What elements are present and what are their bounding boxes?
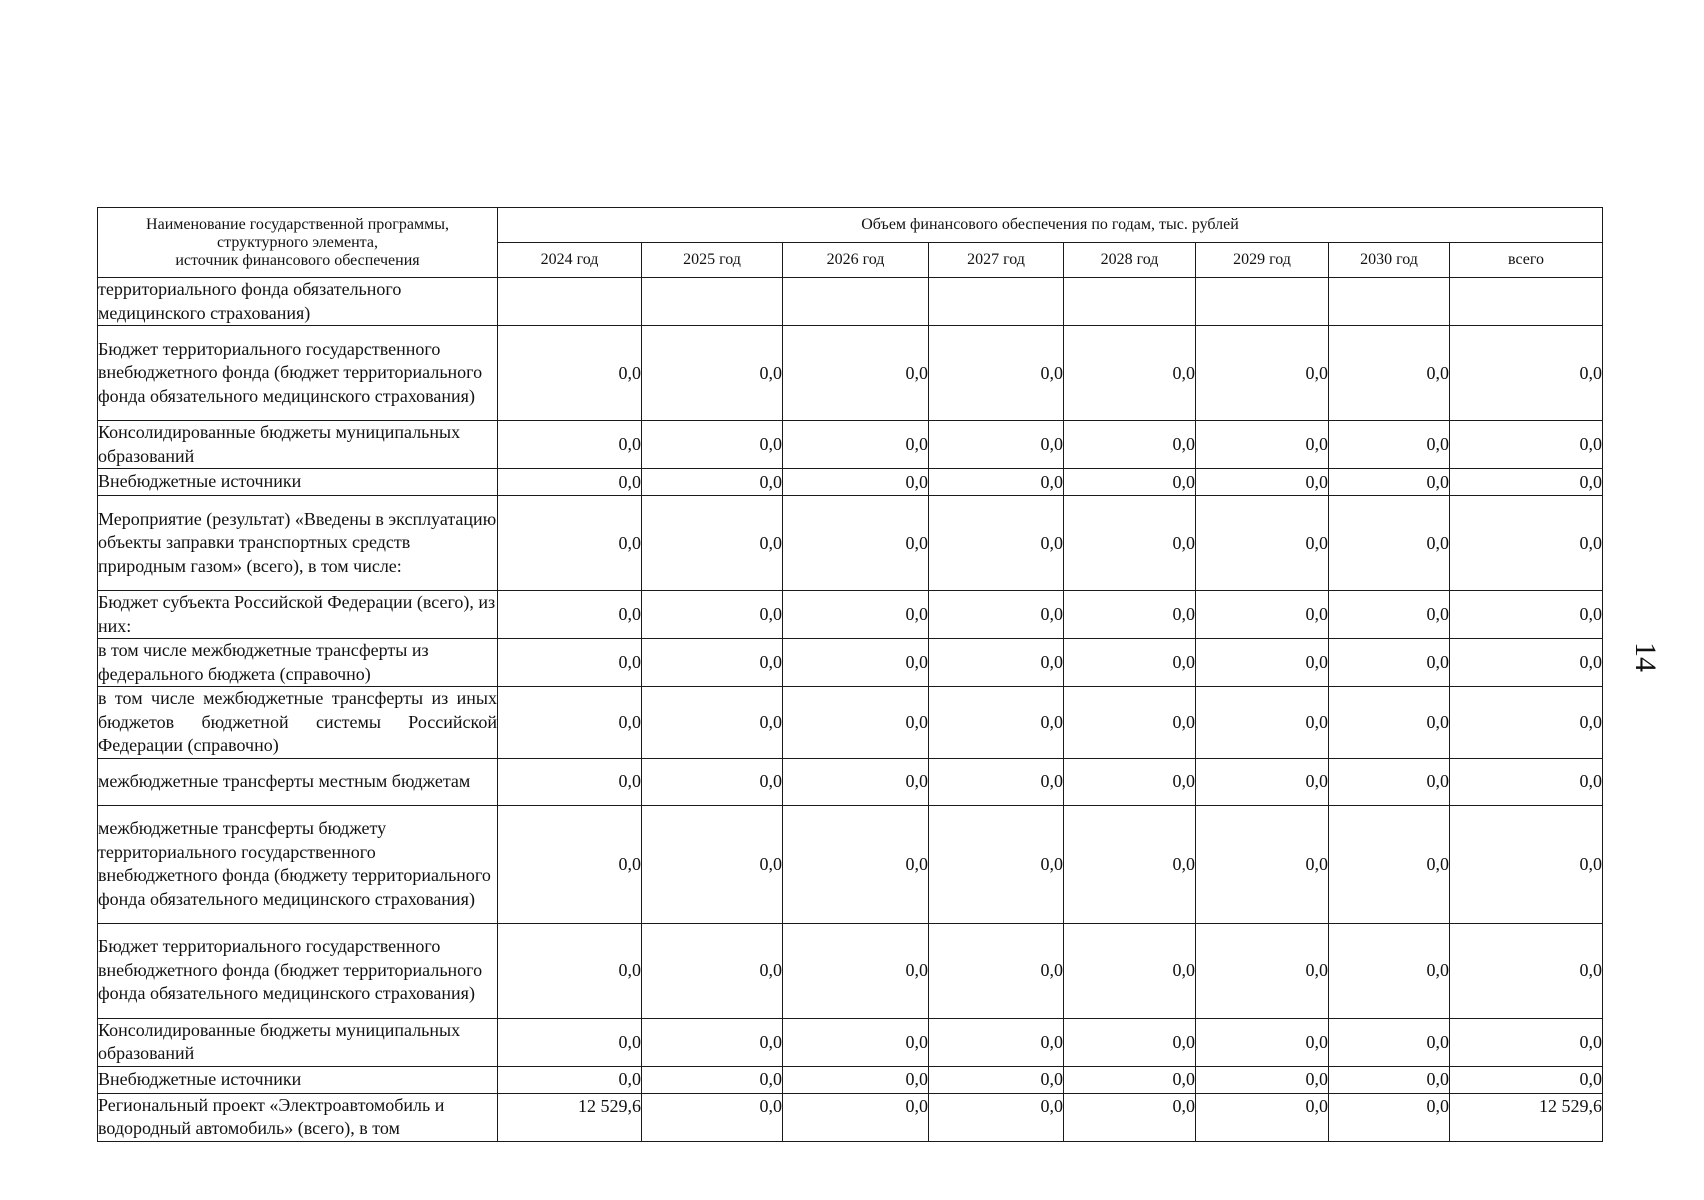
value-cell: 0,0 [1329,1018,1450,1066]
value-cell: 0,0 [498,805,642,923]
name-header-line: Наименование государственной программы, [146,215,449,233]
value-cell: 0,0 [642,805,783,923]
page-number: 14 [1629,642,1662,672]
total-cell: 0,0 [1450,639,1603,687]
table-row [98,496,1603,591]
table-row [98,421,1603,469]
value-cell: 0,0 [498,687,642,759]
value-cell: 0,0 [1196,326,1329,421]
total-cell: 0,0 [1450,421,1603,469]
value-cell: 0,0 [1064,591,1196,639]
value-cell: 0,0 [498,758,642,805]
row-label: Бюджет территориального государственного внебюджетного фонда (бюджет территориального фонда обязательного медицинского страхования) [98,326,498,421]
total-cell: 0,0 [1450,469,1603,496]
table-row [98,687,1603,759]
row-label: Внебюджетные источники [98,469,498,496]
total-cell: 0,0 [1450,923,1603,1018]
value-cell: 0,0 [642,1066,783,1093]
value-cell: 0,0 [642,326,783,421]
total-cell: 12 529,6 [1450,1093,1603,1141]
value-cell: 0,0 [1064,1093,1196,1141]
value-cell: 0,0 [642,1093,783,1141]
value-cell: 0,0 [642,687,783,759]
row-label: Мероприятие (результат) «Введены в эксплуатацию объекты заправки транспортных средств природным газом» (всего), в том числе: [98,496,498,591]
value-cell: 0,0 [929,591,1064,639]
value-cell: 0,0 [642,496,783,591]
value-cell: 0,0 [929,687,1064,759]
value-cell: 0,0 [929,1093,1064,1141]
value-cell [1196,278,1329,326]
value-cell: 0,0 [1064,1066,1196,1093]
row-label: в том числе межбюджетные трансферты из иных бюджетов бюджетной системы Российской Федерации (справочно) [98,687,498,759]
row-label: межбюджетные трансферты бюджету территориального государственного внебюджетного фонда (бюджету территориального фонда обязательного медицинского страхования) [98,805,498,923]
value-cell: 0,0 [498,1066,642,1093]
value-cell: 0,0 [1196,805,1329,923]
value-cell: 0,0 [1064,805,1196,923]
value-cell: 0,0 [642,758,783,805]
value-cell: 0,0 [1196,1018,1329,1066]
value-cell: 0,0 [783,805,929,923]
value-cell: 0,0 [929,1018,1064,1066]
table-row [98,758,1603,805]
value-cell: 0,0 [929,326,1064,421]
table-row [98,591,1603,639]
row-label: Бюджет субъекта Российской Федерации (всего), из них: [98,591,498,639]
value-cell: 0,0 [1196,421,1329,469]
value-cell: 0,0 [1064,687,1196,759]
year-header: 2030 год [1329,243,1450,278]
year-header: 2026 год [783,243,929,278]
value-cell: 0,0 [498,421,642,469]
value-cell: 0,0 [642,591,783,639]
total-cell: 0,0 [1450,687,1603,759]
value-cell: 0,0 [1064,496,1196,591]
value-cell: 0,0 [1329,1066,1450,1093]
value-cell: 0,0 [1064,639,1196,687]
value-cell: 0,0 [929,923,1064,1018]
name-header-line: источник финансового обеспечения [175,251,420,269]
value-cell: 0,0 [498,469,642,496]
total-cell: 0,0 [1450,591,1603,639]
value-cell: 0,0 [498,923,642,1018]
value-cell: 0,0 [1196,591,1329,639]
name-header-line: структурного элемента, [217,233,378,251]
year-header: 2029 год [1196,243,1329,278]
value-cell: 0,0 [1064,469,1196,496]
value-cell: 0,0 [929,758,1064,805]
value-cell: 0,0 [1329,496,1450,591]
value-cell [1064,278,1196,326]
value-cell: 0,0 [929,1066,1064,1093]
value-cell: 0,0 [783,923,929,1018]
total-header: всего [1450,243,1603,278]
table-header-row [98,208,1603,243]
row-label: в том числе межбюджетные трансферты из федерального бюджета (справочно) [98,639,498,687]
value-cell: 0,0 [1196,923,1329,1018]
value-cell: 0,0 [1329,1093,1450,1141]
value-cell: 0,0 [929,496,1064,591]
total-cell: 0,0 [1450,1066,1603,1093]
value-cell: 0,0 [1196,639,1329,687]
financing-volume-header: Объем финансового обеспечения по годам, тыс. рублей [498,208,1603,243]
row-label: Консолидированные бюджеты муниципальных образований [98,421,498,469]
table-row [98,469,1603,496]
value-cell: 0,0 [498,496,642,591]
value-cell: 0,0 [929,805,1064,923]
value-cell [1329,278,1450,326]
financing-table [97,207,1603,1142]
table-row [98,1066,1603,1093]
value-cell: 0,0 [1329,421,1450,469]
row-label: территориального фонда обязательного медицинского страхования) [98,278,498,326]
row-label: Региональный проект «Электроавтомобиль и водородный автомобиль» (всего), в том [98,1093,498,1141]
value-cell: 0,0 [929,421,1064,469]
value-cell: 0,0 [642,469,783,496]
row-label: Бюджет территориального государственного внебюджетного фонда (бюджет территориального фонда обязательного медицинского страхования) [98,923,498,1018]
value-cell: 0,0 [783,591,929,639]
total-cell: 0,0 [1450,805,1603,923]
value-cell: 0,0 [1329,687,1450,759]
value-cell: 0,0 [1196,1093,1329,1141]
value-cell: 0,0 [783,326,929,421]
value-cell: 0,0 [498,1018,642,1066]
year-header: 2024 год [498,243,642,278]
value-cell: 0,0 [783,758,929,805]
value-cell: 0,0 [1329,326,1450,421]
table-row [98,923,1603,1018]
total-cell: 0,0 [1450,1018,1603,1066]
value-cell: 0,0 [642,923,783,1018]
value-cell [929,278,1064,326]
value-cell: 0,0 [783,639,929,687]
value-cell: 0,0 [783,1093,929,1141]
table-row [98,326,1603,421]
table-row [98,805,1603,923]
value-cell: 0,0 [783,496,929,591]
value-cell: 0,0 [1064,758,1196,805]
value-cell: 0,0 [642,639,783,687]
value-cell: 0,0 [1329,591,1450,639]
value-cell [642,278,783,326]
value-cell: 0,0 [929,469,1064,496]
total-cell: 0,0 [1450,496,1603,591]
year-header: 2027 год [929,243,1064,278]
total-cell: 0,0 [1450,758,1603,805]
table-row [98,1093,1603,1141]
value-cell: 0,0 [783,469,929,496]
table-row [98,1018,1603,1066]
value-cell: 0,0 [1329,923,1450,1018]
value-cell [783,278,929,326]
value-cell: 0,0 [1196,469,1329,496]
value-cell: 0,0 [498,326,642,421]
value-cell: 0,0 [498,639,642,687]
value-cell: 0,0 [1196,687,1329,759]
value-cell: 0,0 [498,591,642,639]
value-cell: 0,0 [1196,496,1329,591]
name-column-header [98,208,498,278]
year-header: 2028 год [1064,243,1196,278]
value-cell: 0,0 [1064,923,1196,1018]
value-cell: 0,0 [783,421,929,469]
value-cell: 0,0 [1196,758,1329,805]
total-cell: 0,0 [1450,326,1603,421]
value-cell: 0,0 [783,687,929,759]
value-cell [498,278,642,326]
table-row [98,278,1603,326]
value-cell: 12 529,6 [498,1093,642,1141]
total-cell [1450,278,1603,326]
value-cell: 0,0 [1064,421,1196,469]
row-label: Внебюджетные источники [98,1066,498,1093]
value-cell: 0,0 [1196,1066,1329,1093]
value-cell: 0,0 [1329,469,1450,496]
value-cell: 0,0 [642,1018,783,1066]
value-cell: 0,0 [783,1018,929,1066]
value-cell: 0,0 [1329,805,1450,923]
row-label: Консолидированные бюджеты муниципальных образований [98,1018,498,1066]
value-cell: 0,0 [1329,639,1450,687]
value-cell: 0,0 [783,1066,929,1093]
year-header: 2025 год [642,243,783,278]
value-cell: 0,0 [929,639,1064,687]
value-cell: 0,0 [642,421,783,469]
value-cell: 0,0 [1064,326,1196,421]
row-label: межбюджетные трансферты местным бюджетам [98,758,498,805]
value-cell: 0,0 [1329,758,1450,805]
table-row [98,639,1603,687]
value-cell: 0,0 [1064,1018,1196,1066]
